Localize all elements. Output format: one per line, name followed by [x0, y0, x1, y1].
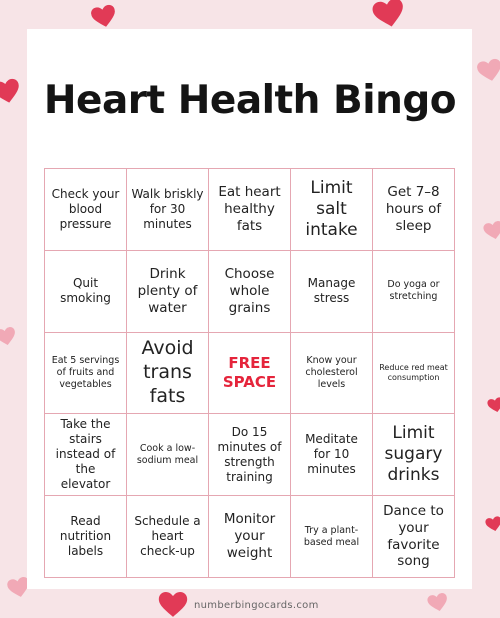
bingo-cell[interactable]: Take the stairs instead of the elevator: [45, 414, 127, 496]
site-footer: [158, 592, 319, 618]
decorative-heart-icon: [90, 4, 118, 31]
decorative-heart-icon: [369, 0, 408, 31]
free-space-cell[interactable]: FREE SPACE: [209, 333, 291, 415]
bingo-cell[interactable]: Eat 5 servings of fruits and vegetables: [45, 333, 127, 415]
bingo-cell[interactable]: Meditate for 10 minutes: [291, 414, 373, 496]
bingo-cell[interactable]: Manage stress: [291, 251, 373, 333]
bingo-cell[interactable]: Reduce red meat consumption: [373, 333, 455, 415]
bingo-cell[interactable]: Limit salt intake: [291, 169, 373, 251]
decorative-heart-icon: [0, 326, 18, 348]
bingo-cell[interactable]: Quit smoking: [45, 251, 127, 333]
bingo-cell[interactable]: Schedule a heart check-up: [127, 496, 209, 578]
bingo-cell[interactable]: Drink plenty of water: [127, 251, 209, 333]
bingo-cell[interactable]: Get 7–8 hours of sleep: [373, 169, 455, 251]
page-title: Heart Health Bingo: [43, 78, 457, 123]
heart-icon: [158, 592, 188, 618]
bingo-cell[interactable]: Cook a low-sodium meal: [127, 414, 209, 496]
bingo-cell[interactable]: Know your cholesterol levels: [291, 333, 373, 415]
decorative-heart-icon: [485, 516, 500, 534]
bingo-grid: [44, 168, 455, 578]
bingo-cell[interactable]: Avoid trans fats: [127, 333, 209, 415]
bingo-cell[interactable]: Read nutrition labels: [45, 496, 127, 578]
bingo-cell[interactable]: Do yoga or stretching: [373, 251, 455, 333]
bingo-cell[interactable]: Monitor your weight: [209, 496, 291, 578]
bingo-cell[interactable]: Eat heart healthy fats: [209, 169, 291, 251]
bingo-cell[interactable]: Try a plant-based meal: [291, 496, 373, 578]
site-url[interactable]: numberbingocards.com: [194, 599, 319, 611]
decorative-heart-icon: [487, 397, 500, 415]
bingo-cell[interactable]: Do 15 minutes of strength training: [209, 414, 291, 496]
bingo-cell[interactable]: Check your blood pressure: [45, 169, 127, 251]
bingo-cell[interactable]: Walk briskly for 30 minutes: [127, 169, 209, 251]
decorative-heart-icon: [482, 220, 500, 242]
decorative-heart-icon: [426, 592, 449, 614]
bingo-cell[interactable]: Choose whole grains: [209, 251, 291, 333]
bingo-cell[interactable]: Limit sugary drinks: [373, 414, 455, 496]
bingo-cell[interactable]: Dance to your favorite song: [373, 496, 455, 578]
